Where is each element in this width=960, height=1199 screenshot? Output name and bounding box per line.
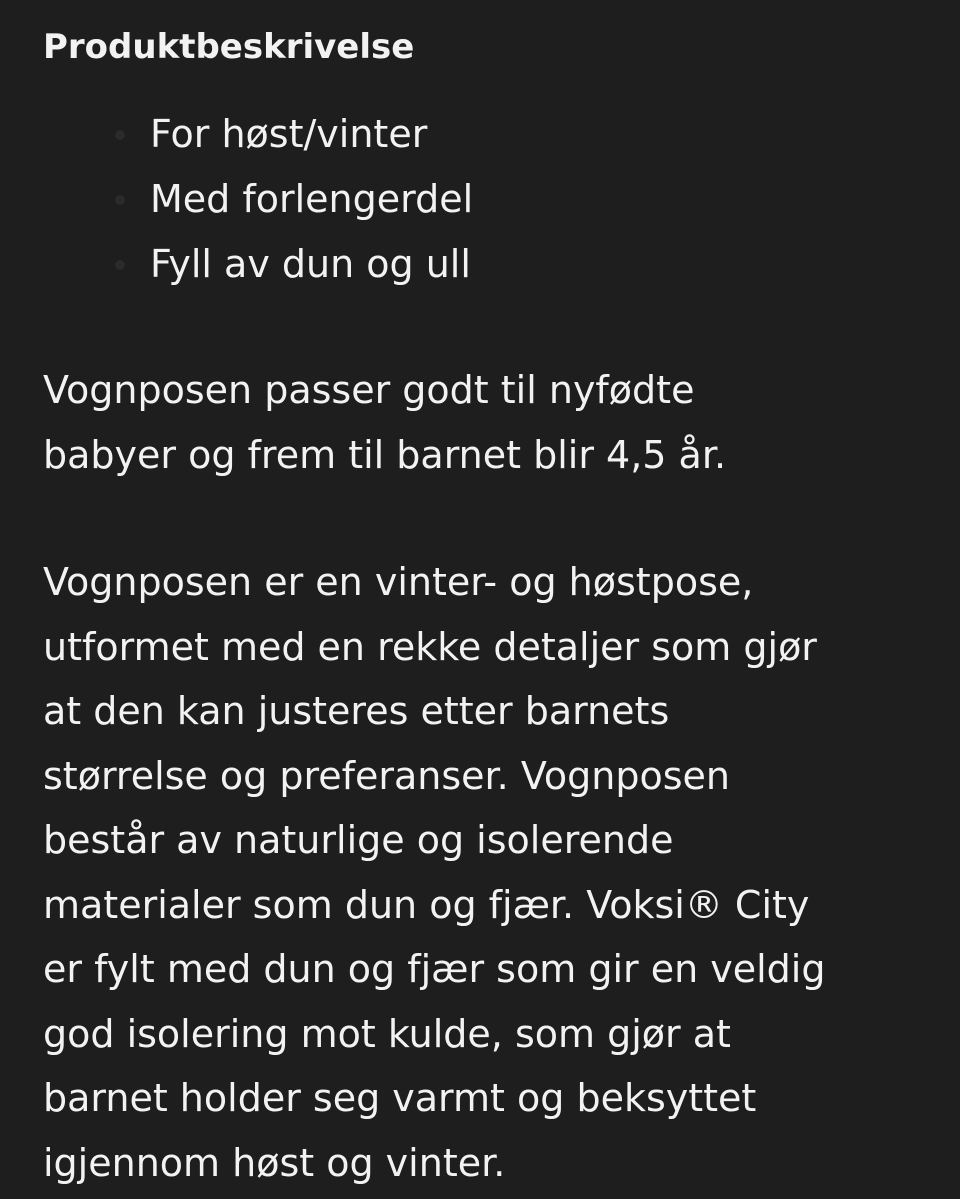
- paragraph-line: babyer og frem til barnet blir 4,5 år.: [43, 432, 727, 477]
- paragraph-line: er fylt med dun og fjær som gir en veldig: [43, 947, 826, 991]
- bullet-icon: [115, 260, 125, 270]
- bullet-icon: [115, 130, 125, 140]
- section-heading: Produktbeskrivelse: [43, 27, 415, 67]
- feature-list-item: [43, 102, 843, 167]
- paragraph-line: god isolering mot kulde, som gjør at: [43, 1011, 731, 1056]
- feature-text: Fyll av dun og ull: [150, 242, 471, 286]
- feature-text: For høst/vinter: [150, 112, 428, 156]
- feature-list-item: [43, 232, 843, 297]
- paragraph-line: barnet holder seg varmt og beksyttet: [43, 1076, 757, 1120]
- paragraph-line: igjennom høst og vinter.: [43, 1140, 506, 1185]
- description-paragraph: [43, 550, 923, 1195]
- feature-list-item: [43, 167, 843, 232]
- feature-text: Med forlengerdel: [150, 177, 474, 221]
- paragraph-line: størrelse og preferanser. Vognposen: [43, 753, 730, 798]
- paragraph-line: Vognposen passer godt til nyfødte: [43, 368, 695, 412]
- bullet-icon: [115, 195, 125, 205]
- age-paragraph: [43, 358, 923, 487]
- paragraph-line: utformet med en rekke detaljer som gjør: [43, 624, 817, 669]
- paragraph-line: at den kan justeres etter barnets: [43, 689, 670, 733]
- feature-list: [43, 102, 843, 297]
- paragraph-line: Vognposen er en vinter- og høstpose,: [43, 560, 754, 604]
- paragraph-line: består av naturlige og isolerende: [43, 818, 674, 862]
- paragraph-line: materialer som dun og fjær. Voksi® City: [43, 882, 810, 927]
